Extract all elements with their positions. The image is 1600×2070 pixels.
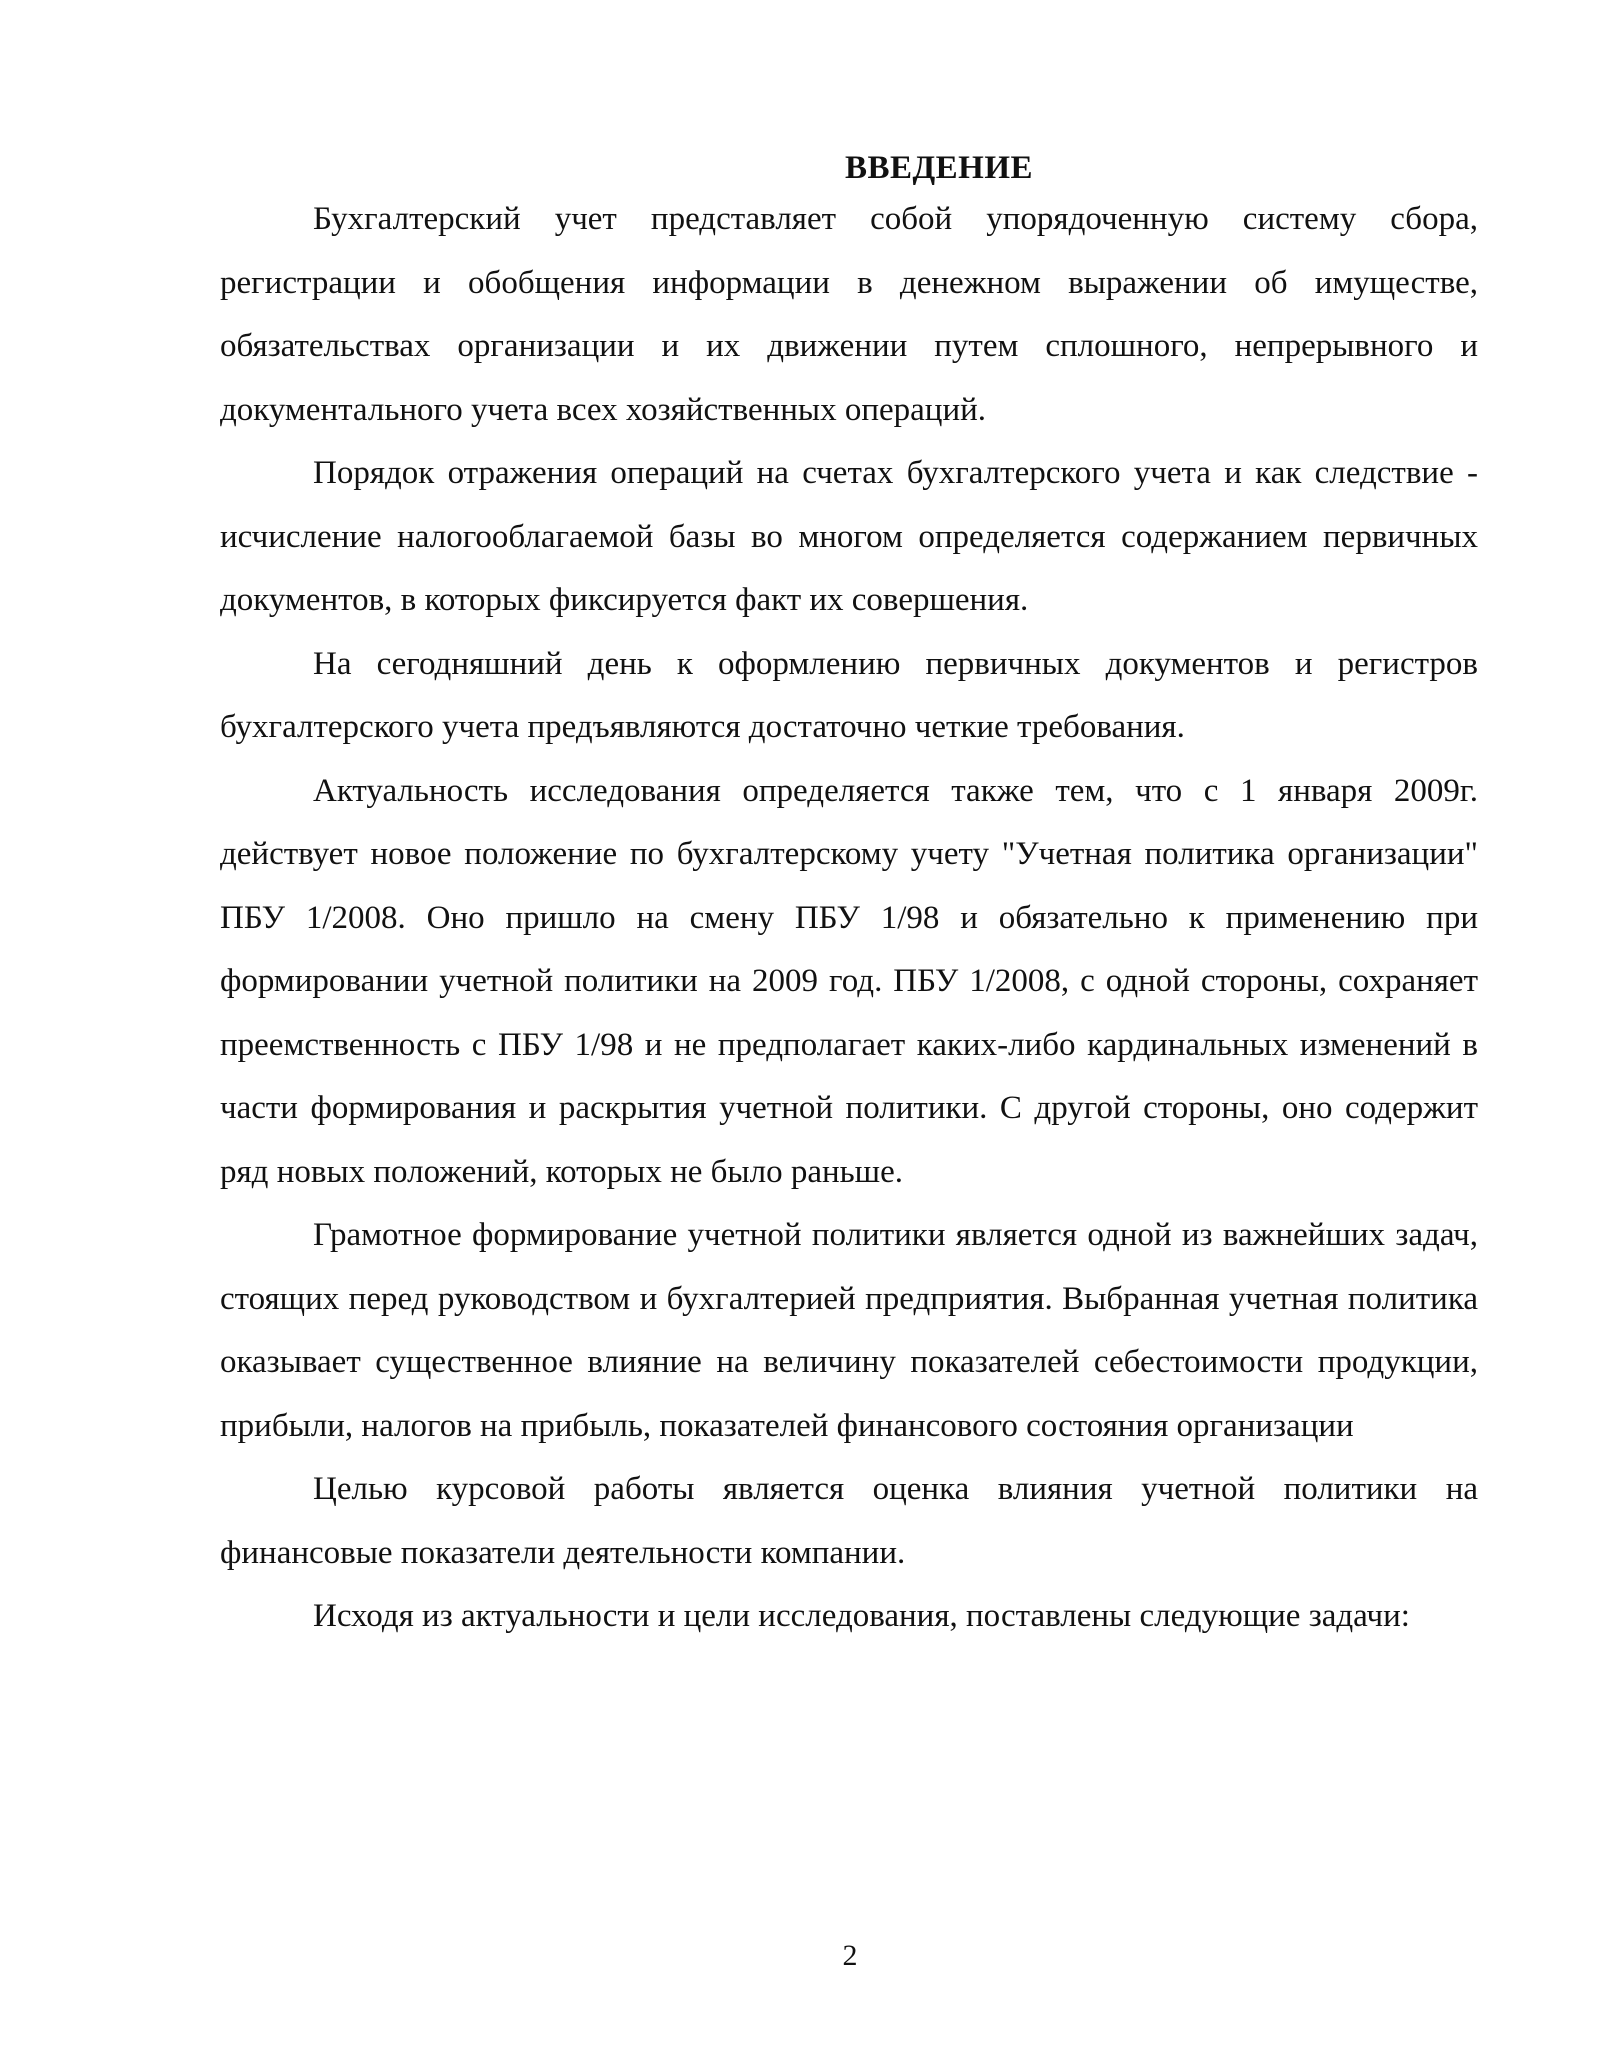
page-number: 2 xyxy=(842,1939,858,1972)
paragraph-3: На сегодняшний день к оформлению первичных документов и регистров бухгалтерского учета предъявляются достаточно четкие требования. xyxy=(220,645,1478,745)
paragraph-2: Порядок отражения операций на счетах бухгалтерского учета и как следствие - исчисление налогооблагаемой базы во многом определяется содержанием первичных документов, в которых фиксируется факт их совершения. xyxy=(220,455,1478,618)
paragraph-6: Целью курсовой работы является оценка влияния учетной политики на финансовые показатели деятельности компании. xyxy=(220,1471,1478,1571)
paragraph-7: Исходя из актуальности и цели исследования, поставлены следующие задачи: xyxy=(313,1598,1410,1634)
page-content xyxy=(220,148,1478,1649)
paragraph-1: Бухгалтерский учет представляет собой упорядоченную систему сбора, регистрации и обобщения информации в денежном выражении об имуществе, обязательствах организации и их движении путем сплошного, непрерывного и документального учета всех хозяйственных операций. xyxy=(220,201,1478,428)
paragraph-4: Актуальность исследования определяется также тем, что с 1 января 2009г. действует новое положение по бухгалтерскому учету "Учетная политика организации" ПБУ 1/2008. Оно пришло на смену ПБУ 1/98 и обязательно к применению при формировании учетной политики на 2009 год. ПБУ 1/2008, с одной стороны, сохраняет преемственность с ПБУ 1/98 и не предполагает каких-либо кардинальных изменений в части формирования и раскрытия учетной политики. С другой стороны, оно содержит ряд новых положений, которых не было раньше. xyxy=(220,772,1478,1190)
section-title: ВВЕДЕНИЕ xyxy=(844,150,1034,186)
paragraph-5: Грамотное формирование учетной политики является одной из важнейших задач, стоящих перед руководством и бухгалтерией предприятия. Выбранная учетная политика оказывает существенное влияние на величину показателей себестоимости продукции, прибыли, налогов на прибыль, показателей финансового состояния организации xyxy=(220,1217,1478,1444)
